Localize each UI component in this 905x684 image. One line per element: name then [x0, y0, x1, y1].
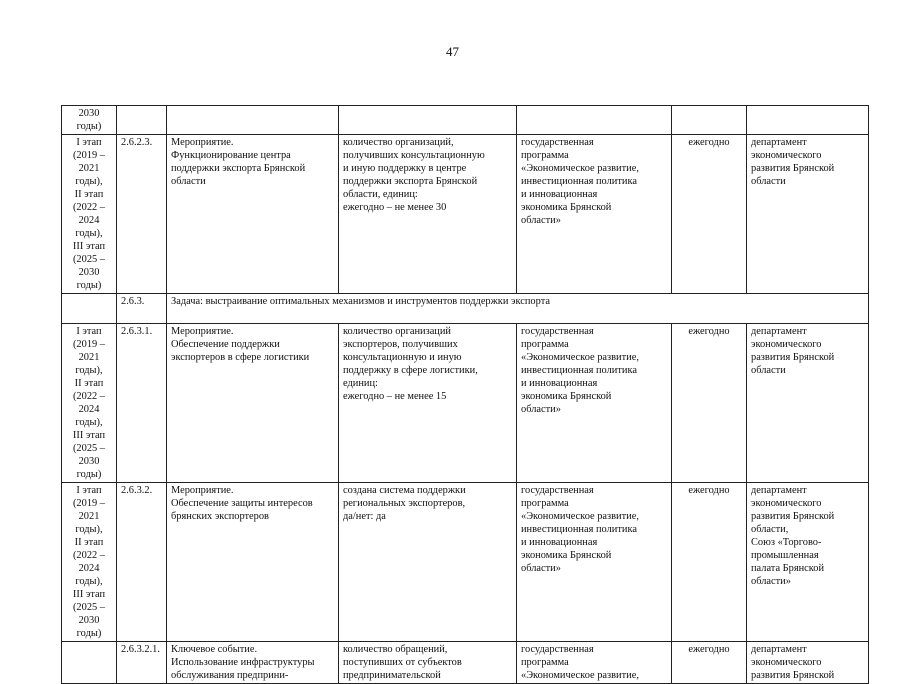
program-cell-line: программа — [521, 150, 569, 161]
responsible-cell-line: области» — [751, 576, 791, 587]
period-cell — [62, 106, 117, 135]
event-cell-line: Обеспечение поддержки — [171, 339, 280, 350]
event-cell-line: Функционирование центра — [171, 150, 291, 161]
responsible-cell-line: области — [751, 365, 786, 376]
period-cell-line: III этап — [72, 430, 106, 441]
responsible-cell-line: развития Брянской — [751, 163, 835, 174]
program-cell-line: «Экономическое развитие, — [521, 670, 639, 681]
period-cell-line: (2019 – — [72, 150, 106, 161]
code-cell: 2.6.3.2.1. — [117, 642, 167, 684]
indicator-cell-line: поддержку в сфере логистики, — [343, 365, 478, 376]
event-cell-line: обслуживания предприни- — [171, 670, 289, 681]
event-cell-line: брянских экспортеров — [171, 511, 269, 522]
program-cell — [517, 642, 672, 684]
task-row — [62, 294, 869, 324]
responsible-cell — [747, 642, 869, 684]
indicator-cell-line: да/нет: да — [343, 511, 386, 522]
responsible-cell — [747, 135, 869, 294]
period-cell-line: 2030 годы) — [76, 267, 102, 291]
table-row — [62, 642, 869, 684]
code-cell: 2.6.3.2. — [117, 483, 167, 642]
indicator-cell-line: поступивших от субъектов — [343, 657, 462, 668]
responsible-cell-line: развития Брянской — [751, 352, 835, 363]
period-cell-line: I этап — [76, 137, 102, 148]
table-row — [62, 135, 869, 294]
period-cell-line: 2024 годы), — [75, 404, 103, 428]
period-cell — [62, 642, 117, 684]
responsible-cell-line: палата Брянской — [751, 563, 825, 574]
period-cell-line: (2022 – — [72, 202, 106, 213]
period-cell-line: 2021 годы), — [75, 352, 103, 376]
event-cell-line: Ключевое событие. — [171, 644, 258, 655]
responsible-cell — [747, 483, 869, 642]
program-cell-line: государственная — [521, 644, 594, 655]
period-cell-line: (2022 – — [72, 550, 106, 561]
measures-table — [61, 105, 869, 684]
responsible-cell-line: департамент — [751, 137, 807, 148]
frequency-cell — [672, 106, 747, 135]
program-cell-line: экономика Брянской — [521, 550, 612, 561]
task-text-cell: Задача: выстраивание оптимальных механизмов и инструментов поддержки экспорта — [167, 294, 869, 324]
event-cell-line: Использование инфраструктуры — [171, 657, 315, 668]
indicator-cell-line: поддержки экспорта Брянской — [343, 176, 478, 187]
program-cell-line: «Экономическое развитие, — [521, 352, 639, 363]
responsible-cell — [747, 324, 869, 483]
period-cell-line: III этап — [72, 589, 106, 600]
event-cell-line: Мероприятие. — [171, 485, 234, 496]
event-cell-line: экспортеров в сфере логистики — [171, 352, 310, 363]
program-cell-line: инвестиционная политика — [521, 176, 637, 187]
event-cell — [167, 483, 339, 642]
responsible-cell-line: области, — [751, 524, 789, 535]
period-cell-line: 2024 годы), — [75, 215, 103, 239]
period-cell-line: (2022 – — [72, 391, 106, 402]
responsible-cell-line: экономического — [751, 498, 822, 509]
program-cell-line: экономика Брянской — [521, 202, 612, 213]
event-cell — [167, 135, 339, 294]
frequency-cell: ежегодно — [672, 483, 747, 642]
event-cell-line: Мероприятие. — [171, 326, 234, 337]
indicator-cell-line: предпринимательской — [343, 670, 441, 681]
program-cell-line: программа — [521, 657, 569, 668]
responsible-cell-line: развития Брянской — [751, 670, 835, 681]
indicator-cell-line: получивших консультационную — [343, 150, 485, 161]
indicator-cell — [339, 135, 517, 294]
period-cell-line: I этап — [76, 485, 102, 496]
period-cell-line: II этап — [74, 537, 104, 548]
event-cell-line: Обеспечение защиты интересов — [171, 498, 313, 509]
responsible-cell-line: области — [751, 176, 786, 187]
program-cell-line: «Экономическое развитие, — [521, 511, 639, 522]
responsible-cell-line: департамент — [751, 326, 807, 337]
table-row — [62, 483, 869, 642]
program-cell-line: и инновационная — [521, 189, 598, 200]
indicator-cell — [339, 106, 517, 135]
program-cell-line: и инновационная — [521, 378, 598, 389]
program-cell-line: области» — [521, 215, 561, 226]
program-cell-line: программа — [521, 339, 569, 350]
program-cell-line: экономика Брянской — [521, 391, 612, 402]
page-number: 47 — [446, 44, 459, 59]
period-cell-line: II этап — [74, 378, 104, 389]
event-cell — [167, 642, 339, 684]
program-cell-line: государственная — [521, 137, 594, 148]
program-cell-line: инвестиционная политика — [521, 365, 637, 376]
indicator-cell-line: количество обращений, — [343, 644, 448, 655]
responsible-cell-line: Союз «Торгово- — [751, 537, 822, 548]
program-cell-line: государственная — [521, 326, 594, 337]
table-row — [62, 324, 869, 483]
responsible-cell-line: экономического — [751, 339, 822, 350]
period-cell-line: (2019 – — [72, 498, 106, 509]
period-cell-line: (2025 – — [72, 254, 106, 265]
program-cell-line: программа — [521, 498, 569, 509]
period-cell-line: (2025 – — [72, 443, 106, 454]
frequency-cell: ежегодно — [672, 324, 747, 483]
program-cell-line: области» — [521, 404, 561, 415]
period-cell-line: I этап — [76, 326, 102, 337]
period-cell-line: 2030 годы) — [76, 456, 102, 480]
responsible-cell-line: департамент — [751, 644, 807, 655]
indicator-cell-line: создана система поддержки — [343, 485, 466, 496]
responsible-cell-line: экономического — [751, 657, 822, 668]
responsible-cell-line: промышленная — [751, 550, 819, 561]
program-cell-line: и инновационная — [521, 537, 598, 548]
indicator-cell-line: количество организаций — [343, 326, 451, 337]
event-cell — [167, 106, 339, 135]
event-cell-line: поддержки экспорта Брянской — [171, 163, 306, 174]
code-cell: 2.6.2.3. — [117, 135, 167, 294]
period-cell-line: 2030 годы) — [76, 615, 102, 639]
program-cell-line: «Экономическое развитие, — [521, 163, 639, 174]
indicator-cell-line: ежегодно – не менее 15 — [343, 391, 447, 402]
program-cell — [517, 106, 672, 135]
indicator-cell-line: единиц: — [343, 378, 378, 389]
responsible-cell-line: развития Брянской — [751, 511, 835, 522]
period-cell — [62, 294, 117, 324]
program-cell-line: государственная — [521, 485, 594, 496]
period-cell-line: 2021 годы), — [75, 511, 103, 535]
responsible-cell-line: экономического — [751, 150, 822, 161]
code-cell — [117, 106, 167, 135]
table-row — [62, 106, 869, 135]
frequency-cell: ежегодно — [672, 642, 747, 684]
program-cell-line: области» — [521, 563, 561, 574]
period-cell — [62, 324, 117, 483]
code-cell: 2.6.3.1. — [117, 324, 167, 483]
period-cell — [62, 135, 117, 294]
indicator-cell-line: региональных экспортеров, — [343, 498, 466, 509]
program-cell-line: инвестиционная политика — [521, 524, 637, 535]
period-cell-line: III этап — [72, 241, 106, 252]
period-cell-line: II этап — [74, 189, 104, 200]
period-cell — [62, 483, 117, 642]
responsible-cell-line: департамент — [751, 485, 807, 496]
indicator-cell-line: области, единиц: — [343, 189, 418, 200]
event-cell — [167, 324, 339, 483]
period-cell-line: 2021 годы), — [75, 163, 103, 187]
program-cell — [517, 324, 672, 483]
indicator-cell-line: ежегодно – не менее 30 — [343, 202, 447, 213]
period-cell-line: (2025 – — [72, 602, 106, 613]
indicator-cell-line: экспортеров, получивших — [343, 339, 458, 350]
event-cell-line: Мероприятие. — [171, 137, 234, 148]
indicator-cell-line: консультационную и иную — [343, 352, 462, 363]
program-cell — [517, 135, 672, 294]
period-cell-line: 2030 годы) — [76, 108, 102, 132]
event-cell-line: области — [171, 176, 206, 187]
frequency-cell: ежегодно — [672, 135, 747, 294]
indicator-cell-line: и иную поддержку в центре — [343, 163, 467, 174]
indicator-cell — [339, 642, 517, 684]
program-cell — [517, 483, 672, 642]
indicator-cell-line: количество организаций, — [343, 137, 454, 148]
indicator-cell — [339, 324, 517, 483]
indicator-cell — [339, 483, 517, 642]
period-cell-line: (2019 – — [72, 339, 106, 350]
responsible-cell — [747, 106, 869, 135]
code-cell: 2.6.3. — [117, 294, 167, 324]
period-cell-line: 2024 годы), — [75, 563, 103, 587]
